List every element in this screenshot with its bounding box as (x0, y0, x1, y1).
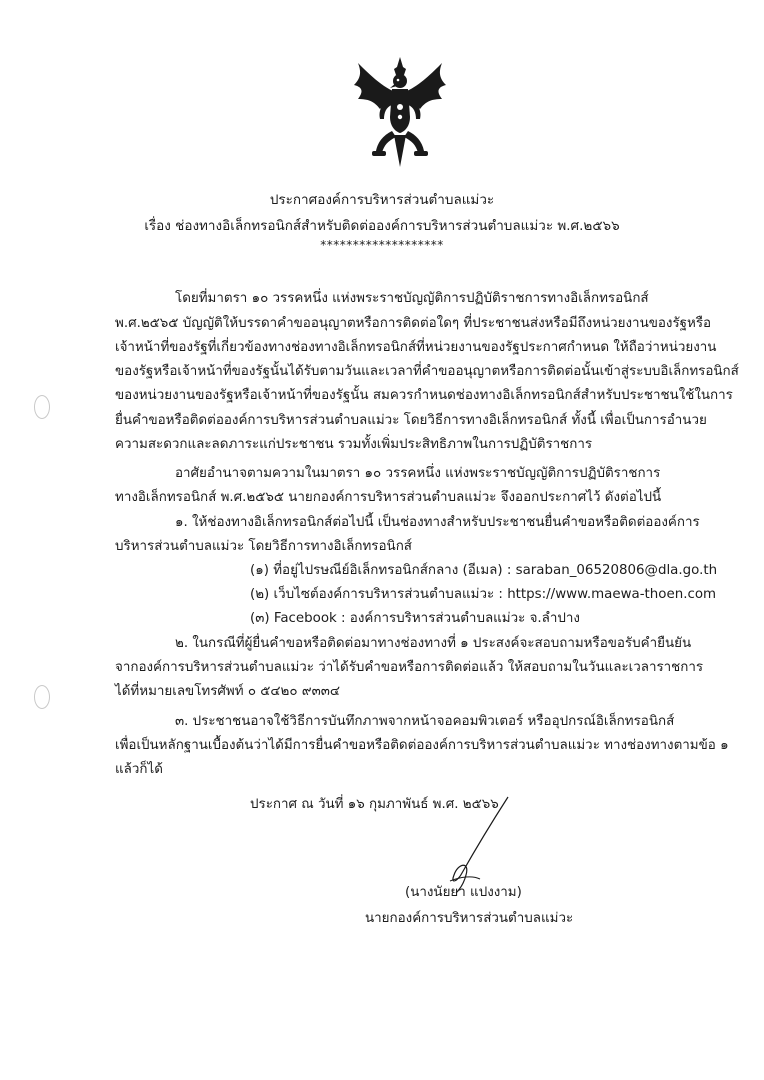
para1-line: ยื่นคำขอหรือติดต่อองค์การบริหารส่วนตำบลแม่วะ โดยวิธีการทางอิเล็กทรอนิกส์ ทั้งนี้ เพื่อเป็นการอำนวย (115, 413, 707, 428)
para1-line: โดยที่มาตรา ๑๐ วรรคหนึ่ง แห่งพระราชบัญญัติการปฏิบัติราชการทางอิเล็กทรอนิกส์ (175, 291, 649, 306)
item3-line: เพื่อเป็นหลักฐานเบื้องต้นว่าได้มีการยื่นคำขอหรือติดต่อองค์การบริหารส่วนตำบลแม่วะ ทางช่องทางตามข้อ ๑ (115, 738, 729, 753)
para1-line: ของรัฐหรือเจ้าหน้าที่ของรัฐนั้นได้รับตามวันและเวลาที่คำขออนุญาตหรือการติดต่อนั้นเข้าสู่ระบบอิเล็กทรอนิกส์ (115, 364, 739, 379)
para1-line: ความสะดวกและลดภาระแก่ประชาชน รวมทั้งเพิ่มประสิทธิภาพในการปฏิบัติราชการ (115, 437, 593, 452)
channel-email: (๑) ที่อยู่ไปรษณีย์อิเล็กทรอนิกส์กลาง (อีเมล) : saraban_06520806@dla.go.th (250, 563, 718, 578)
signature-mark (420, 795, 515, 895)
para1-line: เจ้าหน้าที่ของรัฐที่เกี่ยวข้องทางช่องทางอิเล็กทรอนิกส์ที่หน่วยงานของรัฐประกาศกำหนด ให้ถือว่าหน่วยงาน (115, 340, 717, 355)
channel-facebook: (๓) Facebook : องค์การบริหารส่วนตำบลแม่วะ จ.ลำปาง (250, 611, 580, 626)
punch-hole-mark (34, 685, 50, 709)
item2-line: จากองค์การบริหารส่วนตำบลแม่วะ ว่าได้รับคำขอหรือการติดต่อแล้ว ให้สอบถามในวันและเวลาราชการ (115, 660, 704, 675)
item2-line: ได้ที่หมายเลขโทรศัพท์ ๐ ๕๔๒๐ ๙๓๓๔ (115, 684, 341, 699)
announcement-date: ประกาศ ณ วันที่ ๑๖ กุมภาพันธ์ พ.ศ. ๒๕๖๖ (250, 797, 499, 812)
subject-title: เรื่อง ช่องทางอิเล็กทรอนิกส์สำหรับติดต่อองค์การบริหารส่วนตำบลแม่วะ พ.ศ.๒๕๖๖ (144, 218, 620, 234)
item3-line: แล้วก็ได้ (115, 762, 163, 777)
para1-line: ของหน่วยงานของรัฐหรือเจ้าหน้าที่ของรัฐนั้น สมควรกำหนดช่องทางอิเล็กทรอนิกส์สำหรับประชาชนใช้ในการ (115, 388, 733, 403)
signer-title: นายกองค์การบริหารส่วนตำบลแม่วะ (365, 911, 574, 926)
item2-line: ๒. ในกรณีที่ผู้ยื่นคำขอหรือติดต่อมาทางช่องทางที่ ๑ ประสงค์จะสอบถามหรือขอรับคำยืนยัน (175, 636, 692, 651)
garuda-emblem-icon (350, 55, 450, 170)
issuer-title: ประกาศองค์การบริหารส่วนตำบลแม่วะ (269, 192, 495, 208)
punch-hole-mark (34, 395, 50, 419)
para2-line: ทางอิเล็กทรอนิกส์ พ.ศ.๒๕๖๕ นายกองค์การบริหารส่วนตำบลแม่วะ จึงออกประกาศไว้ ดังต่อไปนี้ (115, 490, 662, 505)
para1-line: พ.ศ.๒๕๖๕ บัญญัติให้บรรดาคำขออนุญาตหรือการติดต่อใดๆ ที่ประชาชนส่งหรือมีถึงหน่วยงานของรัฐหรือ (115, 316, 712, 331)
signer-name: (นางนัยยา แปงงาม) (405, 885, 522, 900)
item3-line: ๓. ประชาชนอาจใช้วิธีการบันทึกภาพจากหน้าจอคอมพิวเตอร์ หรืออุปกรณ์อิเล็กทรอนิกส์ (175, 714, 675, 729)
item1-line: บริหารส่วนตำบลแม่วะ โดยวิธีการทางอิเล็กทรอนิกส์ (115, 539, 412, 554)
separator-line: ******************* (320, 238, 444, 252)
channel-website: (๒) เว็บไซต์องค์การบริหารส่วนตำบลแม่วะ : https://www.maewa-thoen.com (250, 587, 717, 602)
item1-line: ๑. ให้ช่องทางอิเล็กทรอนิกส์ต่อไปนี้ เป็นช่องทางสำหรับประชาชนยื่นคำขอหรือติดต่อองค์การ (175, 515, 700, 530)
para2-line: อาศัยอำนาจตามความในมาตรา ๑๐ วรรคหนึ่ง แห่งพระราชบัญญัติการปฏิบัติราชการ (175, 466, 661, 481)
